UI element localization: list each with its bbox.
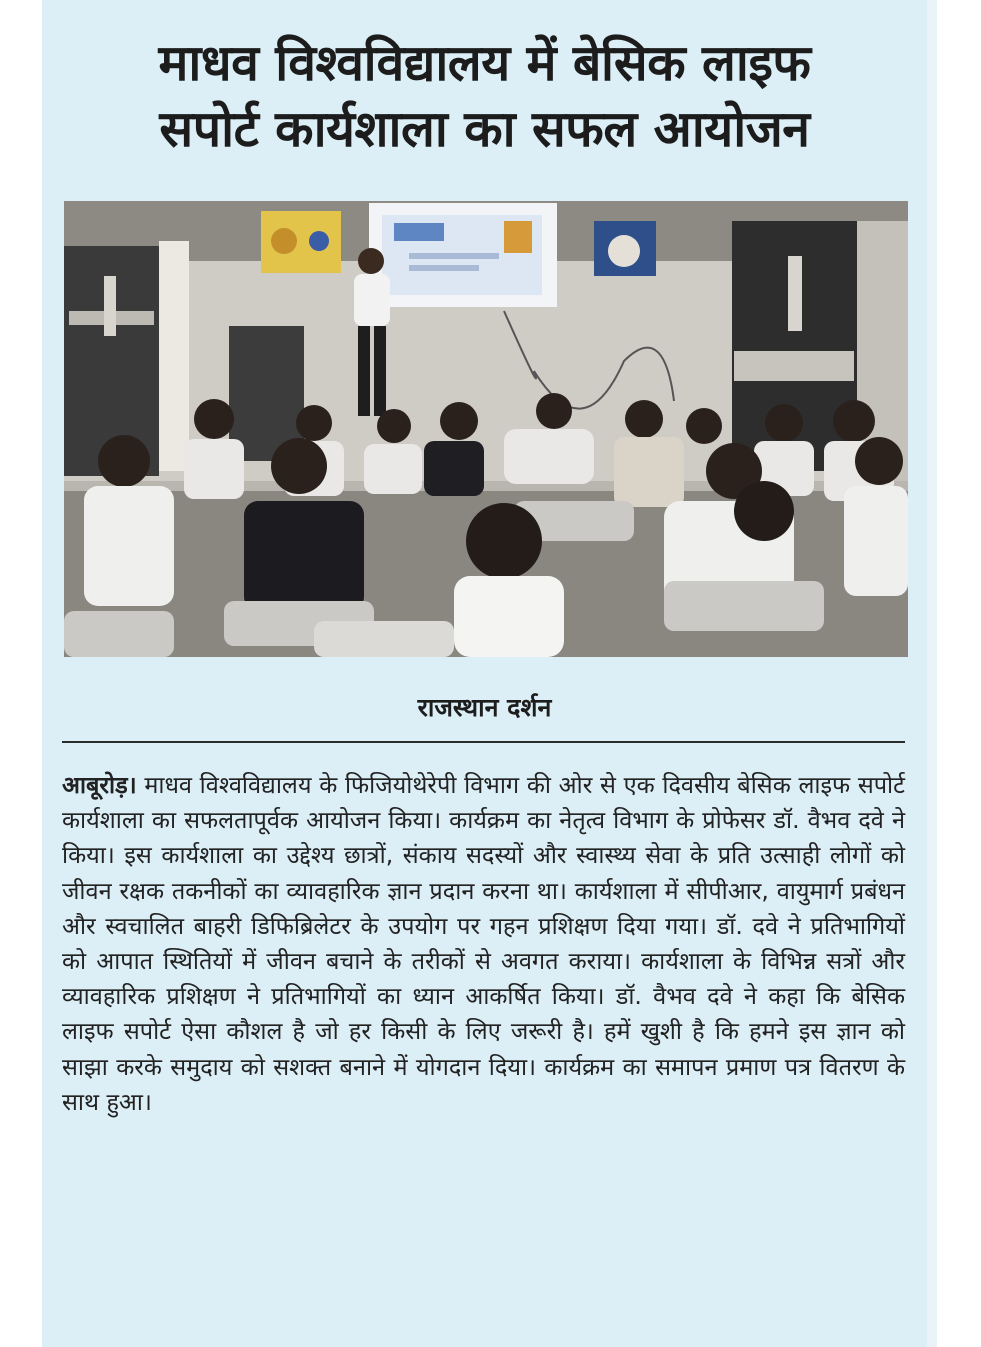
- headline-line-1: माधव विश्वविद्यालय में बेसिक लाइफ: [158, 34, 811, 92]
- article-text: माधव विश्वविद्यालय के फिजियोथेरेपी विभाग की ओर से एक दिवसीय बेसिक लाइफ सपोर्ट कार्यशाला का सफलतापूर्वक आयोजन किया। कार्यक्रम का नेतृत्व विभाग के प्रोफेसर डॉ. वैभव दवे ने किया। इस कार्यशाला का उद्देश्य छात्रों, संकाय सदस्यों और स्वास्थ्य सेवा के प्रति उत्साही लोगों को जीवन रक्षक तकनीकों का व्यावहारिक ज्ञान प्रदान करना था। कार्यशाला में सीपीआर, वायुमार्ग प्रबंधन और स्वचालित बाहरी डिफिब्रिलेटर के उपयोग पर गहन प्रशिक्षण दिया गया। डॉ. दवे ने प्रतिभागियों को आपात स्थितियों में जीवन बचाने के तरीकों से अवगत कराया। कार्यशाला के विभिन्न सत्रों और व्यावहारिक प्रशिक्षण ने प्रतिभागियों का ध्यान आकर्षित किया। डॉ. वैभव दवे ने कहा कि बेसिक लाइफ सपोर्ट ऐसा कौशल है जो हर किसी के लिए जरूरी है। हमें खुशी है कि हमने इस ज्ञान को साझा करके समुदाय को सशक्त बनाने में योगदान दिया। कार्यक्रम का समापन प्रमाण पत्र वितरण के साथ हुआ।: [62, 771, 905, 1116]
- classroom-photo-icon: [64, 201, 908, 657]
- page-edge: [927, 0, 937, 1347]
- source-credit: राजस्थान दर्शन: [417, 693, 552, 722]
- classroom-photo: [64, 201, 908, 657]
- article-dateline: आबूरोड़।: [62, 771, 137, 799]
- divider: [62, 741, 905, 743]
- headline-line-2: सपोर्ट कार्यशाला का सफल आयोजन: [159, 100, 810, 158]
- headline: [42, 30, 927, 162]
- article-body: [62, 768, 905, 1120]
